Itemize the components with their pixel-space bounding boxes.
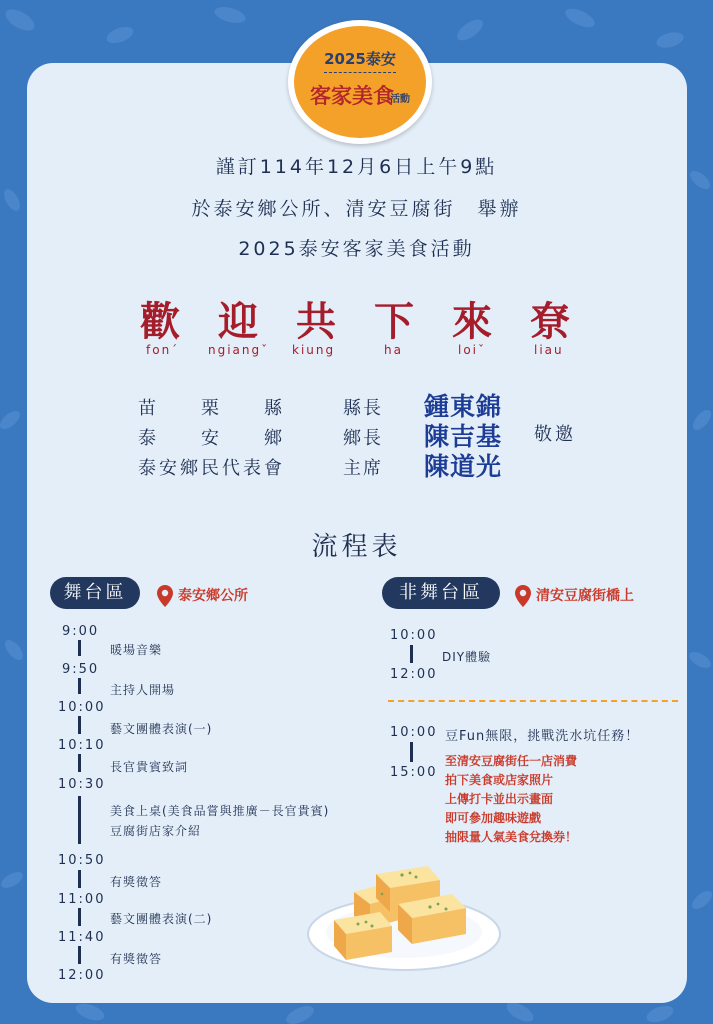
romanization: ngiangˇ — [208, 343, 270, 357]
tofu-plate-illustration — [306, 862, 502, 974]
timeline-tick — [78, 870, 81, 888]
event-badge — [288, 20, 432, 144]
stage-event: 美食上桌(美食品嘗與推廣－長官貴賓) — [110, 804, 330, 818]
invite-text: 敬邀 — [534, 424, 576, 445]
stage-event: 主持人開場 — [110, 683, 176, 697]
welcome-char: 共 — [296, 298, 336, 345]
host-title: 鄉長 — [343, 428, 383, 449]
stage-event: 豆腐街店家介紹 — [110, 824, 202, 838]
non-stage-location — [514, 585, 634, 607]
romanization: loiˇ — [458, 343, 487, 357]
welcome-char: 尞 — [530, 298, 570, 345]
stage-event: 有獎徵答 — [110, 875, 163, 889]
game-detail: 至清安豆腐街任一店消費 — [445, 754, 578, 768]
host-row — [138, 390, 558, 420]
location-pin-icon — [156, 585, 174, 607]
host-row — [138, 450, 558, 480]
welcome-char: 來 — [452, 298, 492, 345]
romanization: kiung — [292, 343, 336, 357]
timeline-tick — [78, 640, 81, 656]
stage-event: 藝文團體表演(一) — [110, 722, 213, 736]
timeline-tick — [410, 645, 413, 663]
host-org: 苗 栗 縣 — [138, 398, 285, 419]
timeline-tick — [78, 678, 81, 694]
non-stage-time: 12:00 — [390, 667, 438, 682]
romanization: ha — [384, 343, 403, 357]
game-detail: 抽限量人氣美食兌換券！ — [445, 830, 578, 844]
stage-time: 12:00 — [58, 968, 106, 983]
stage-time: 11:00 — [58, 892, 106, 907]
timeline-tick — [78, 754, 81, 772]
welcome-char: 下 — [374, 298, 414, 345]
section-divider — [388, 700, 678, 702]
stage-time: 9:50 — [62, 662, 100, 677]
intro-date: 謹訂114年12月6日上午9點 — [215, 156, 498, 178]
timeline-tick — [78, 946, 81, 964]
host-title: 縣長 — [343, 398, 383, 419]
welcome-char: 迎 — [218, 298, 258, 345]
schedule-title: 流程表 — [311, 532, 402, 562]
game-detail: 拍下美食或店家照片 — [445, 773, 554, 787]
host-title: 主席 — [343, 458, 383, 479]
badge-year: 2025泰安 — [324, 50, 396, 68]
badge-divider — [324, 72, 396, 73]
timeline-tick — [78, 908, 81, 926]
non-stage-area-label: 非舞台區 — [382, 577, 500, 609]
stage-event: 藝文團體表演(二) — [110, 912, 213, 926]
romanization: fon´ — [146, 343, 180, 357]
welcome-char: 歡 — [140, 298, 180, 345]
stage-location-text: 泰安鄉公所 — [178, 588, 248, 604]
badge-title: 客家美食 — [310, 84, 394, 108]
stage-location — [156, 585, 248, 607]
host-name: 陳吉基 — [424, 422, 503, 451]
timeline-tick — [410, 742, 413, 762]
host-org: 泰 安 鄉 — [138, 428, 285, 449]
stage-area-label: 舞台區 — [50, 577, 140, 609]
stage-time: 10:10 — [58, 738, 106, 753]
non-stage-time: 10:00 — [390, 628, 438, 643]
romanization: liau — [534, 343, 564, 357]
stage-time: 10:50 — [58, 853, 106, 868]
non-stage-time: 15:00 — [390, 765, 438, 780]
non-stage-location-text: 清安豆腐街橋上 — [536, 588, 634, 604]
host-name: 陳道光 — [424, 452, 503, 481]
badge-suffix: 活動 — [390, 94, 410, 105]
game-detail: 上傳打卡並出示畫面 — [445, 792, 554, 806]
stage-time: 10:30 — [58, 777, 106, 792]
non-stage-event: DIY體驗 — [442, 650, 492, 664]
stage-time: 11:40 — [58, 930, 106, 945]
stage-time: 9:00 — [62, 624, 100, 639]
non-stage-time: 10:00 — [390, 725, 438, 740]
game-detail: 即可參加趣味遊戲 — [445, 811, 542, 825]
stage-event: 有獎徵答 — [110, 952, 163, 966]
location-pin-icon — [514, 585, 532, 607]
host-name: 鍾東錦 — [424, 392, 503, 421]
non-stage-event: 豆Fun無限，挑戰洗水坑任務！ — [445, 729, 640, 744]
intro-event: 2025泰安客家美食活動 — [238, 238, 475, 260]
stage-time: 10:00 — [58, 700, 106, 715]
timeline-tick — [78, 716, 81, 734]
intro-venue: 於泰安鄉公所、清安豆腐街 舉辦 — [191, 198, 522, 220]
stage-event: 暖場音樂 — [110, 643, 163, 657]
host-org: 泰安鄉民代表會 — [138, 458, 285, 479]
host-row — [138, 420, 558, 450]
timeline-tick — [78, 796, 81, 844]
stage-event: 長官貴賓致詞 — [110, 760, 189, 774]
